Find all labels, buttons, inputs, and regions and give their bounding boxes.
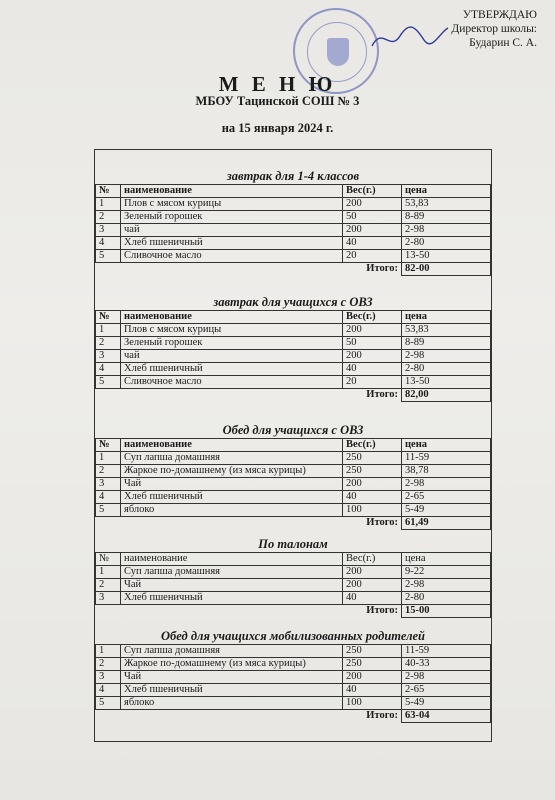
section-title: Обед для учащихся с ОВЗ [222,423,364,437]
cell-number: 2 [96,465,121,478]
cell-name: Жаркое по-домашнему (из мяса курицы) [121,658,343,671]
cell-weight: 250 [343,465,402,478]
menu-table [95,552,491,618]
table-row [96,671,491,684]
cell-price: 2-98 [402,671,491,684]
table-row [96,697,491,710]
cell-number: 2 [96,211,121,224]
cell-number: 1 [96,198,121,211]
table-header-row [96,439,491,452]
col-weight: Вес(г.) [343,439,402,452]
page-title: М Е Н Ю [218,72,337,96]
col-weight: Вес(г.) [343,553,402,566]
cell-name: Суп лапша домашняя [121,452,343,465]
section-title: Обед для учащихся мобилизованных родителей [161,629,425,643]
col-number: № [96,185,121,198]
total-value: 15-00 [402,605,491,618]
total-label: Итого: [366,263,398,275]
cell-price: 8-89 [402,211,491,224]
cell-number: 4 [96,363,121,376]
col-weight: Вес(г.) [343,185,402,198]
cell-number: 2 [96,658,121,671]
col-price: цена [402,439,491,452]
total-row [96,263,491,276]
col-name: наименование [121,311,343,324]
cell-number: 5 [96,697,121,710]
col-price: цена [402,311,491,324]
table-row [96,211,491,224]
approval-name: Бударин С. А. [469,37,537,49]
total-row [96,517,491,530]
menu-table [95,310,491,402]
total-label: Итого: [366,389,398,401]
cell-name: Хлеб пшеничный [121,363,343,376]
approval-position: Директор школы: [451,23,537,35]
cell-name: Хлеб пшеничный [121,592,343,605]
table-row [96,504,491,517]
cell-name: Хлеб пшеничный [121,684,343,697]
cell-name: Хлеб пшеничный [121,491,343,504]
cell-name: Плов с мясом курицы [121,198,343,211]
cell-weight: 40 [343,491,402,504]
cell-number: 3 [96,478,121,491]
approval-title: УТВЕРЖДАЮ [462,9,537,21]
cell-number: 5 [96,250,121,263]
col-price: цена [402,185,491,198]
cell-weight: 50 [343,211,402,224]
cell-price: 2-65 [402,491,491,504]
table-row [96,337,491,350]
cell-price: 11-59 [402,645,491,658]
cell-name: Чай [121,478,343,491]
school-name: МБОУ Тацинской СОШ № 3 [195,94,360,108]
table-row [96,324,491,337]
cell-name: чай [121,224,343,237]
total-value: 82-00 [402,263,491,276]
table-row [96,592,491,605]
col-name: наименование [121,185,343,198]
section-title: По талонам [258,537,328,551]
cell-weight: 200 [343,350,402,363]
cell-weight: 250 [343,645,402,658]
total-value: 82,00 [402,389,491,402]
cell-weight: 200 [343,478,402,491]
section-breakfast-ovz [95,294,491,402]
cell-price: 5-49 [402,697,491,710]
total-label: Итого: [366,605,398,617]
cell-name: чай [121,350,343,363]
table-row [96,478,491,491]
cell-number: 1 [96,452,121,465]
table-row [96,363,491,376]
table-row [96,684,491,697]
total-row [96,605,491,618]
cell-name: Плов с мясом курицы [121,324,343,337]
table-row [96,237,491,250]
cell-name: Чай [121,671,343,684]
cell-number: 3 [96,350,121,363]
cell-number: 2 [96,337,121,350]
cell-name: Суп лапша домашняя [121,566,343,579]
cell-price: 2-98 [402,224,491,237]
total-row [96,710,491,723]
cell-weight: 40 [343,363,402,376]
cell-name: Сливочное масло [121,250,343,263]
table-row [96,645,491,658]
cell-price: 2-98 [402,478,491,491]
table-row [96,658,491,671]
table-header-row [96,311,491,324]
cell-price: 2-98 [402,350,491,363]
total-label: Итого: [366,710,398,722]
cell-weight: 250 [343,658,402,671]
cell-number: 5 [96,504,121,517]
table-row [96,465,491,478]
cell-weight: 250 [343,452,402,465]
table-row [96,566,491,579]
seal-crest-icon [327,38,349,66]
cell-price: 2-80 [402,592,491,605]
cell-name: Хлеб пшеничный [121,237,343,250]
director-signature [370,22,450,52]
table-row [96,491,491,504]
cell-number: 1 [96,645,121,658]
cell-weight: 200 [343,224,402,237]
menu-table [95,644,491,723]
col-number: № [96,311,121,324]
table-row [96,579,491,592]
cell-weight: 20 [343,250,402,263]
cell-number: 4 [96,491,121,504]
cell-number: 5 [96,376,121,389]
table-row [96,452,491,465]
cell-weight: 200 [343,324,402,337]
col-number: № [96,553,121,566]
table-row [96,198,491,211]
total-value: 63-04 [402,710,491,723]
cell-number: 4 [96,237,121,250]
cell-weight: 200 [343,671,402,684]
col-name: наименование [121,553,343,566]
section-lunch-ovz [95,422,491,530]
cell-weight: 50 [343,337,402,350]
cell-number: 1 [96,566,121,579]
section-breakfast-1-4 [95,168,491,276]
cell-name: яблоко [121,504,343,517]
cell-weight: 200 [343,198,402,211]
cell-name: Жаркое по-домашнему (из мяса курицы) [121,465,343,478]
col-weight: Вес(г.) [343,311,402,324]
menu-table [95,438,491,530]
cell-number: 2 [96,579,121,592]
cell-price: 53,83 [402,198,491,211]
menu-date: на 15 января 2024 г. [221,121,334,135]
cell-name: Зеленый горошек [121,337,343,350]
cell-price: 9-22 [402,566,491,579]
cell-weight: 100 [343,504,402,517]
cell-price: 13-50 [402,376,491,389]
col-name: наименование [121,439,343,452]
cell-name: Сливочное масло [121,376,343,389]
cell-number: 3 [96,671,121,684]
cell-number: 3 [96,224,121,237]
cell-price: 2-98 [402,579,491,592]
table-row [96,224,491,237]
cell-price: 2-65 [402,684,491,697]
cell-weight: 100 [343,697,402,710]
cell-number: 3 [96,592,121,605]
approval-block [451,8,537,50]
cell-price: 53,83 [402,324,491,337]
table-header-row [96,553,491,566]
cell-price: 13-50 [402,250,491,263]
table-row [96,376,491,389]
menu-frame [94,149,492,742]
table-header-row [96,185,491,198]
menu-table [95,184,491,276]
section-title: завтрак для 1-4 классов [226,169,360,183]
cell-name: яблоко [121,697,343,710]
cell-price: 38,78 [402,465,491,478]
cell-weight: 40 [343,684,402,697]
section-lunch-mobilized [95,628,491,723]
cell-price: 40-33 [402,658,491,671]
table-row [96,250,491,263]
cell-number: 4 [96,684,121,697]
cell-price: 8-89 [402,337,491,350]
col-price: цена [402,553,491,566]
table-row [96,350,491,363]
total-row [96,389,491,402]
col-number: № [96,439,121,452]
cell-name: Суп лапша домашняя [121,645,343,658]
total-value: 61,49 [402,517,491,530]
cell-price: 11-59 [402,452,491,465]
section-coupons [95,536,491,618]
cell-number: 1 [96,324,121,337]
cell-weight: 20 [343,376,402,389]
cell-weight: 200 [343,566,402,579]
cell-weight: 200 [343,579,402,592]
cell-weight: 40 [343,237,402,250]
total-label: Итого: [366,517,398,529]
cell-price: 2-80 [402,363,491,376]
cell-weight: 40 [343,592,402,605]
cell-price: 5-49 [402,504,491,517]
cell-price: 2-80 [402,237,491,250]
section-title: завтрак для учащихся с ОВЗ [213,295,373,309]
cell-name: Чай [121,579,343,592]
cell-name: Зеленый горошек [121,211,343,224]
